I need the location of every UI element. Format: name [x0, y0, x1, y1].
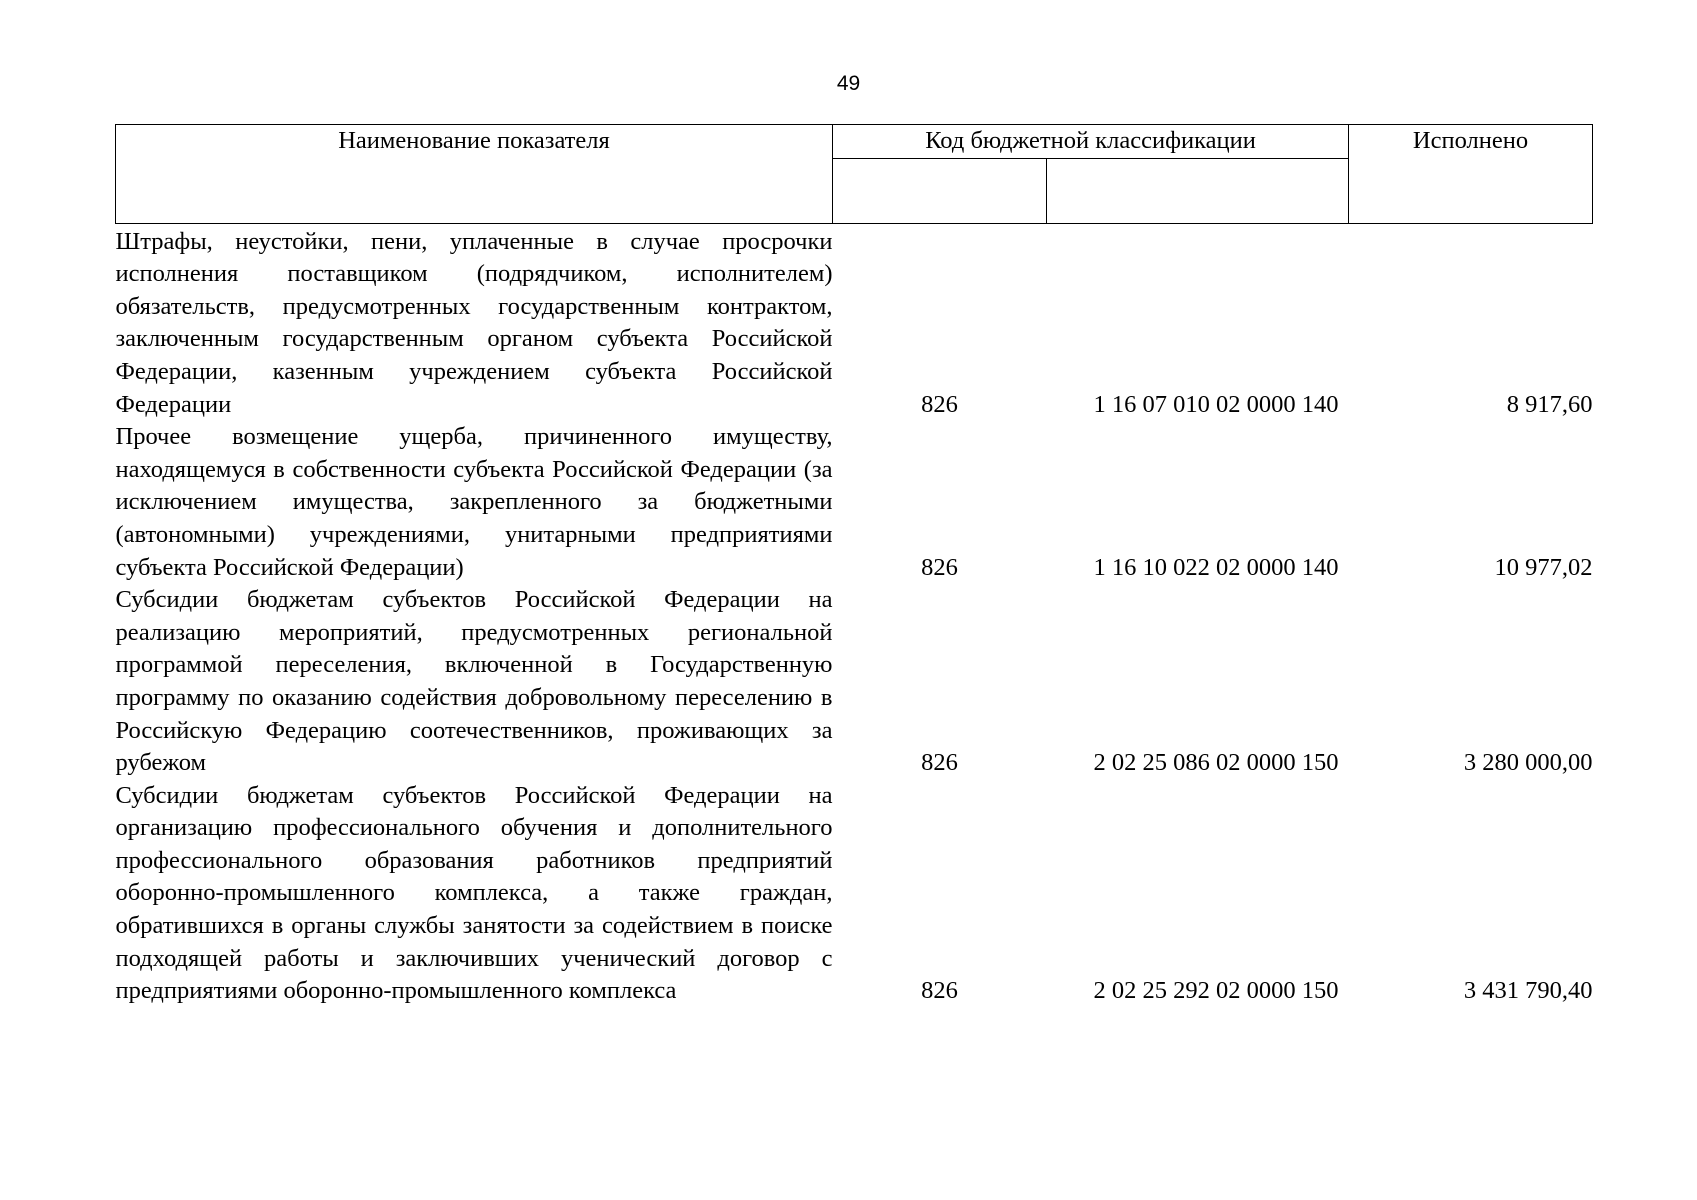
row-amount: 10 977,02 [1494, 553, 1593, 581]
header-income-code [1047, 158, 1349, 223]
row-name: Штрафы, неустойки, пени, уплаченные в случае просрочки исполнения поставщиком (подрядчиком, исполнителем) обязательств, предусмотренных государственным контрактом, заключенным государственным органом субъекта Российской Федерации, казенным учреждением субъекта Российской Федерации [115, 227, 833, 418]
table-body [116, 223, 1593, 1008]
table-header [116, 125, 1593, 224]
row-amount: 3 431 790,40 [1463, 977, 1593, 1005]
header-classification: Код бюджетной классификации [833, 125, 1349, 159]
row-admin-code: 826 [921, 977, 958, 1005]
row-amount: 8 917,60 [1506, 390, 1593, 418]
header-executed: Исполнено [1349, 125, 1593, 224]
table-row [116, 421, 1593, 584]
budget-table [115, 124, 1593, 1008]
table-row [116, 584, 1593, 780]
row-admin-code: 826 [921, 749, 958, 777]
row-income-code: 1 16 10 022 02 0000 140 [1093, 553, 1339, 581]
header-name: Наименование показателя [116, 125, 833, 224]
row-income-code: 2 02 25 086 02 0000 150 [1093, 749, 1339, 777]
row-amount: 3 280 000,00 [1463, 749, 1593, 777]
table-row [116, 780, 1593, 1008]
row-income-code: 1 16 07 010 02 0000 140 [1093, 390, 1339, 418]
table-row [116, 223, 1593, 421]
header-admin-code [833, 158, 1047, 223]
row-admin-code: 826 [921, 390, 958, 418]
row-name: Субсидии бюджетам субъектов Российской Федерации на реализацию мероприятий, предусмотренных региональной программой переселения, включенной в Государственную программу по оказанию содействия добровольному переселению в Российскую Федерацию соотечественников, проживающих за рубежом [115, 586, 833, 777]
page-number: 49 [836, 72, 861, 95]
row-income-code: 2 02 25 292 02 0000 150 [1093, 977, 1339, 1005]
row-name: Прочее возмещение ущерба, причиненного имуществу, находящемуся в собственности субъекта Российской Федерации (за исключением имущества, закрепленного за бюджетными (автономными) учреждениями, унитарными предприятиями субъекта Российской Федерации) [115, 423, 833, 581]
row-name: Субсидии бюджетам субъектов Российской Федерации на организацию профессионального обучения и дополнительного профессионального образования работников предприятий оборонно-промышленного комплекса, а также граждан, обратившихся в органы службы занятости за содействием в поиске подходящей работы и заключивших ученический договор с предприятиями оборонно-промышленного комплекса [115, 781, 833, 1005]
row-admin-code: 826 [921, 553, 958, 581]
